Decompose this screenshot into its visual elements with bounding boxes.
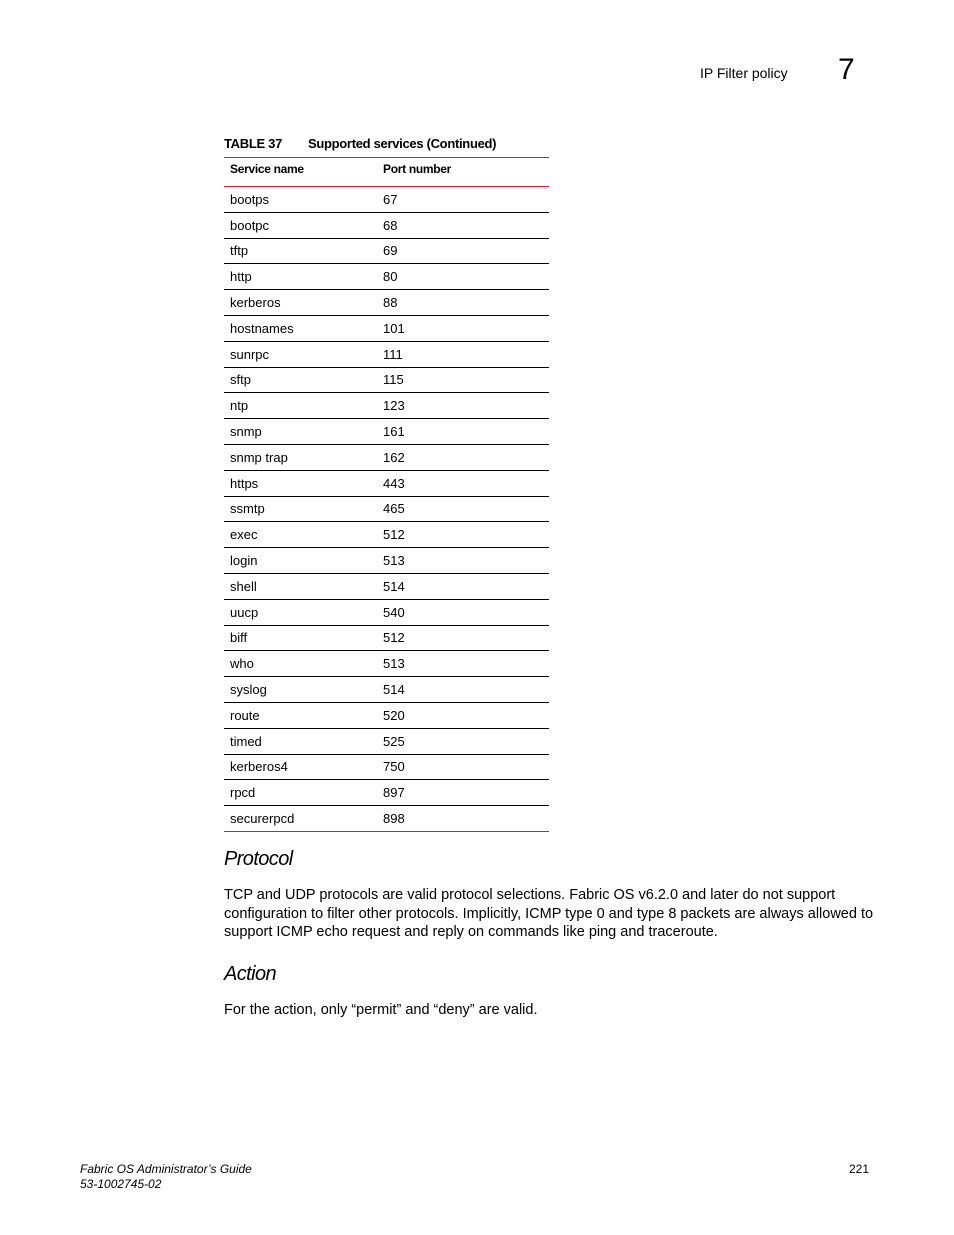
service-name-cell: bootps — [224, 187, 377, 213]
service-name-cell: syslog — [224, 677, 377, 703]
table-row — [224, 573, 549, 599]
table-row — [224, 367, 549, 393]
table-row — [224, 444, 549, 470]
table-label: TABLE 37 — [224, 136, 283, 151]
service-name-cell: rpcd — [224, 780, 377, 806]
footer-page-number: 221 — [849, 1162, 870, 1176]
supported-services-table — [224, 157, 549, 832]
table-row — [224, 187, 549, 213]
protocol-heading: Protocol — [224, 848, 293, 870]
table-row — [224, 496, 549, 522]
table-row — [224, 290, 549, 316]
port-number-cell: 80 — [377, 264, 549, 290]
table-row — [224, 238, 549, 264]
table-row — [224, 264, 549, 290]
port-number-cell: 897 — [377, 780, 549, 806]
service-name-cell: route — [224, 702, 377, 728]
service-name-cell: snmp — [224, 419, 377, 445]
port-number-cell: 750 — [377, 754, 549, 780]
services-table — [224, 157, 549, 832]
protocol-paragraph: TCP and UDP protocols are valid protocol selections. Fabric OS v6.2.0 and later do not support configuration to filter other protocols. Implicitly, ICMP type 0 and type 8 packets are always allowed to support ICMP echo request and reply on commands like ping and traceroute. — [224, 887, 874, 940]
table-row — [224, 728, 549, 754]
table-caption — [224, 136, 496, 151]
service-name-cell: sunrpc — [224, 341, 377, 367]
footer-doc-title: Fabric OS Administrator’s Guide — [80, 1162, 252, 1176]
table-row — [224, 522, 549, 548]
service-name-cell: kerberos4 — [224, 754, 377, 780]
table-row — [224, 625, 549, 651]
port-number-cell: 540 — [377, 599, 549, 625]
service-name-cell: exec — [224, 522, 377, 548]
service-name-cell: who — [224, 651, 377, 677]
port-number-cell: 514 — [377, 573, 549, 599]
service-name-cell: shell — [224, 573, 377, 599]
footer-doc-info — [80, 1162, 252, 1192]
port-number-cell: 67 — [377, 187, 549, 213]
service-name-cell: https — [224, 470, 377, 496]
table-body — [224, 187, 549, 832]
port-number-cell: 68 — [377, 212, 549, 238]
port-number-cell: 123 — [377, 393, 549, 419]
service-name-cell: ssmtp — [224, 496, 377, 522]
chapter-number: 7 — [838, 53, 855, 86]
column-header-port-number: Port number — [377, 158, 549, 187]
action-paragraph: For the action, only “permit” and “deny” are valid. — [224, 1002, 538, 1018]
service-name-cell: snmp trap — [224, 444, 377, 470]
port-number-cell: 898 — [383, 811, 405, 827]
table-row — [224, 651, 549, 677]
table-row — [224, 806, 549, 832]
table-row — [224, 341, 549, 367]
table-row — [224, 702, 549, 728]
table-row — [224, 599, 549, 625]
table-title: Supported services (Continued) — [308, 136, 497, 151]
service-name-cell: timed — [224, 728, 377, 754]
port-number-cell: 101 — [377, 315, 549, 341]
table-row — [224, 419, 549, 445]
service-name-cell: hostnames — [224, 315, 377, 341]
service-name-cell: tftp — [224, 238, 377, 264]
port-number-cell: 520 — [377, 702, 549, 728]
table-row — [224, 212, 549, 238]
table-row — [224, 393, 549, 419]
column-header-service-name: Service name — [224, 158, 377, 187]
port-number-cell: 525 — [377, 728, 549, 754]
port-number-cell: 514 — [377, 677, 549, 703]
port-number-cell: 512 — [377, 522, 549, 548]
footer-doc-number: 53-1002745-02 — [80, 1177, 162, 1191]
service-name-cell: bootpc — [224, 212, 377, 238]
port-number-cell: 88 — [377, 290, 549, 316]
port-number-cell: 162 — [377, 444, 549, 470]
table-row — [224, 677, 549, 703]
port-number-cell: 69 — [377, 238, 549, 264]
service-name-cell: uucp — [224, 599, 377, 625]
action-heading: Action — [224, 963, 276, 985]
port-number-cell: 161 — [377, 419, 549, 445]
port-number-cell: 513 — [377, 651, 549, 677]
table-row — [224, 548, 549, 574]
port-number-cell: 512 — [377, 625, 549, 651]
port-number-cell: 465 — [377, 496, 549, 522]
port-number-cell: 111 — [377, 341, 549, 367]
service-name-cell: login — [224, 548, 377, 574]
port-number-cell: 513 — [377, 548, 549, 574]
service-name-cell: ntp — [224, 393, 377, 419]
table-row — [224, 754, 549, 780]
service-name-cell: http — [224, 264, 377, 290]
table-row — [224, 315, 549, 341]
port-number-cell: 115 — [377, 367, 549, 393]
table-header-row — [224, 158, 549, 187]
service-name-cell: sftp — [224, 367, 377, 393]
port-number-cell: 443 — [377, 470, 549, 496]
service-name-cell: biff — [224, 625, 377, 651]
table-row — [224, 470, 549, 496]
service-name-cell: kerberos — [224, 290, 377, 316]
table-row — [224, 780, 549, 806]
running-header-section-title: IP Filter policy — [700, 65, 788, 81]
service-name-cell: securerpcd — [230, 811, 295, 827]
